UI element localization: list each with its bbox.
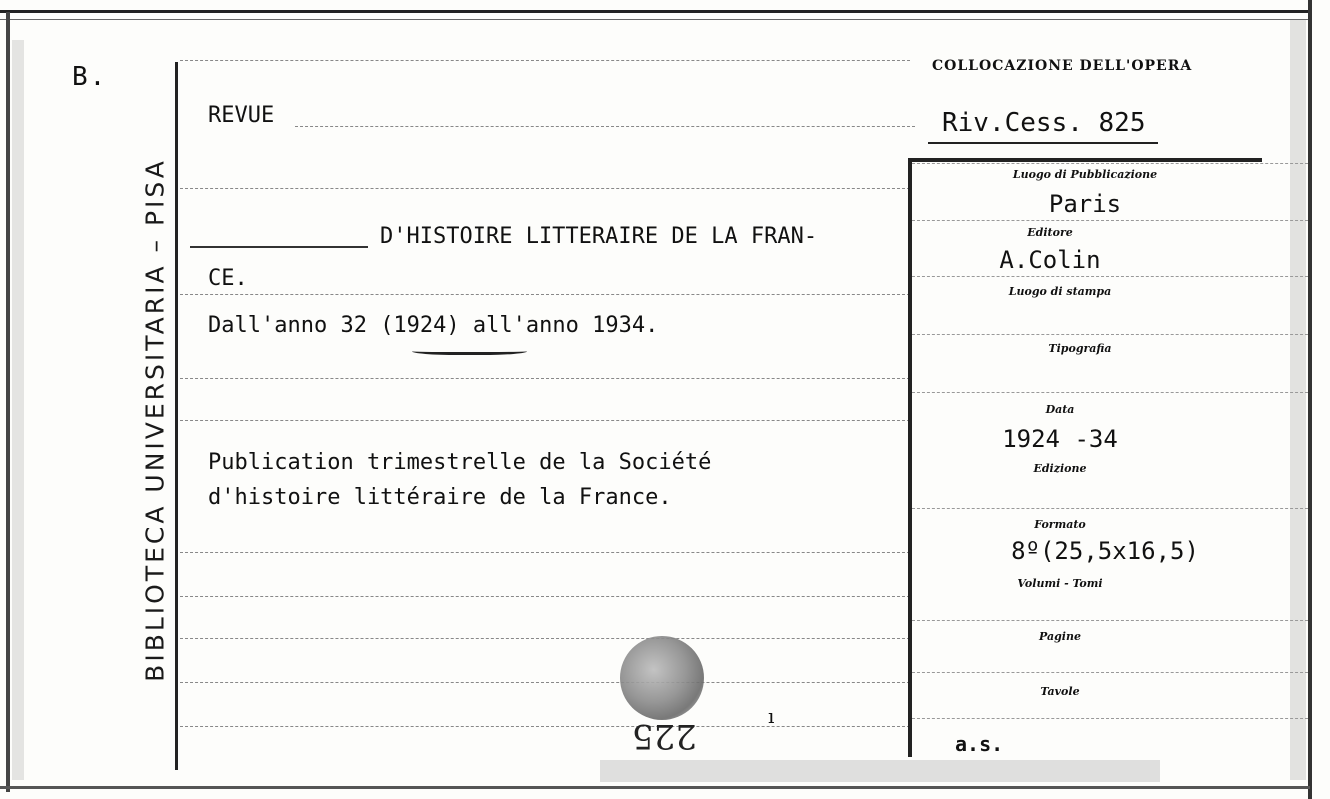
- box-rule: [912, 620, 1308, 621]
- ruled-line: [180, 682, 910, 683]
- ruled-line: [180, 638, 910, 639]
- cataloguer-initials: a.s.: [955, 732, 1004, 756]
- field-label-tavole: Tavole: [1040, 685, 1080, 698]
- title-line-3: CE.: [208, 266, 248, 291]
- corner-letter: B.: [72, 62, 108, 92]
- field-data: 1924 -34: [1002, 425, 1118, 453]
- library-vertical-label: BIBLIOTECA UNIVERSITARIA – PISA: [140, 158, 170, 682]
- ruled-line: [180, 60, 910, 61]
- right-margin-noise: [1290, 20, 1306, 780]
- card-right-edge: [1308, 0, 1312, 799]
- handwritten-number: 225: [632, 716, 697, 756]
- card-bottom-edge: [0, 786, 1310, 789]
- field-editore: A.Colin: [999, 246, 1101, 274]
- field-label-formato: Formato: [1034, 518, 1086, 531]
- card-top-edge: [0, 10, 1310, 20]
- box-rule: [912, 508, 1308, 509]
- ruled-line: [180, 552, 910, 553]
- field-label-pagine: Pagine: [1039, 630, 1081, 643]
- shelfmark-underline: [928, 142, 1158, 144]
- field-label-edizione: Edizione: [1033, 462, 1087, 475]
- shelfmark: Riv.Cess. 825: [942, 108, 1146, 138]
- library-stamp: [620, 636, 704, 720]
- box-rule: [912, 672, 1308, 673]
- field-label-volumi: Volumi - Tomi: [1017, 577, 1103, 590]
- field-label-luogo-stampa: Luogo di stampa: [1008, 285, 1112, 298]
- bottom-noise: [600, 760, 1160, 782]
- box-rule: [912, 718, 1308, 719]
- holdings-statement: [208, 313, 658, 338]
- title-lead-line: [190, 246, 368, 248]
- ruled-line: [180, 726, 910, 727]
- ruled-line: [295, 126, 915, 127]
- box-rule: [912, 392, 1308, 393]
- card-left-edge: [6, 12, 10, 792]
- pencil-mark: ı: [768, 704, 775, 728]
- field-formato: 8º(25,5x16,5): [1011, 537, 1199, 565]
- title-line-1: REVUE: [208, 103, 275, 128]
- ruled-line: [180, 420, 910, 421]
- box-rule: [912, 163, 1308, 164]
- ruled-line: [180, 596, 910, 597]
- note-line-2: d'histoire littéraire de la France.: [208, 485, 672, 510]
- box-rule: [912, 334, 1308, 335]
- field-luogo-pubblicazione: Paris: [1048, 190, 1122, 218]
- holdings-prefix: Dall'anno 32: [208, 313, 381, 338]
- ruled-line: [180, 188, 910, 189]
- field-label-tipografia: Tipografia: [1048, 342, 1112, 355]
- ruled-line: [180, 294, 910, 295]
- title-line-2: D'HISTOIRE LITTERAIRE DE LA FRAN-: [380, 224, 818, 249]
- ruled-line: [180, 378, 910, 379]
- field-label-editore: Editore: [1027, 226, 1073, 239]
- field-label-luogo-pubblicazione: Luogo di Pubblicazione: [1012, 168, 1158, 181]
- collocation-heading: COLLOCAZIONE DELL'OPERA: [932, 58, 1193, 74]
- box-rule: [912, 276, 1308, 277]
- note-line-1: Publication trimestrelle de la Société: [208, 450, 712, 475]
- handwritten-underline: [412, 346, 527, 355]
- holdings-year: (1924): [380, 313, 460, 338]
- left-margin-noise: [12, 40, 24, 780]
- box-rule: [912, 220, 1308, 221]
- field-label-data: Data: [1045, 403, 1075, 416]
- holdings-suffix: all'anno 1934.: [459, 313, 659, 338]
- left-margin-rule: [175, 62, 178, 770]
